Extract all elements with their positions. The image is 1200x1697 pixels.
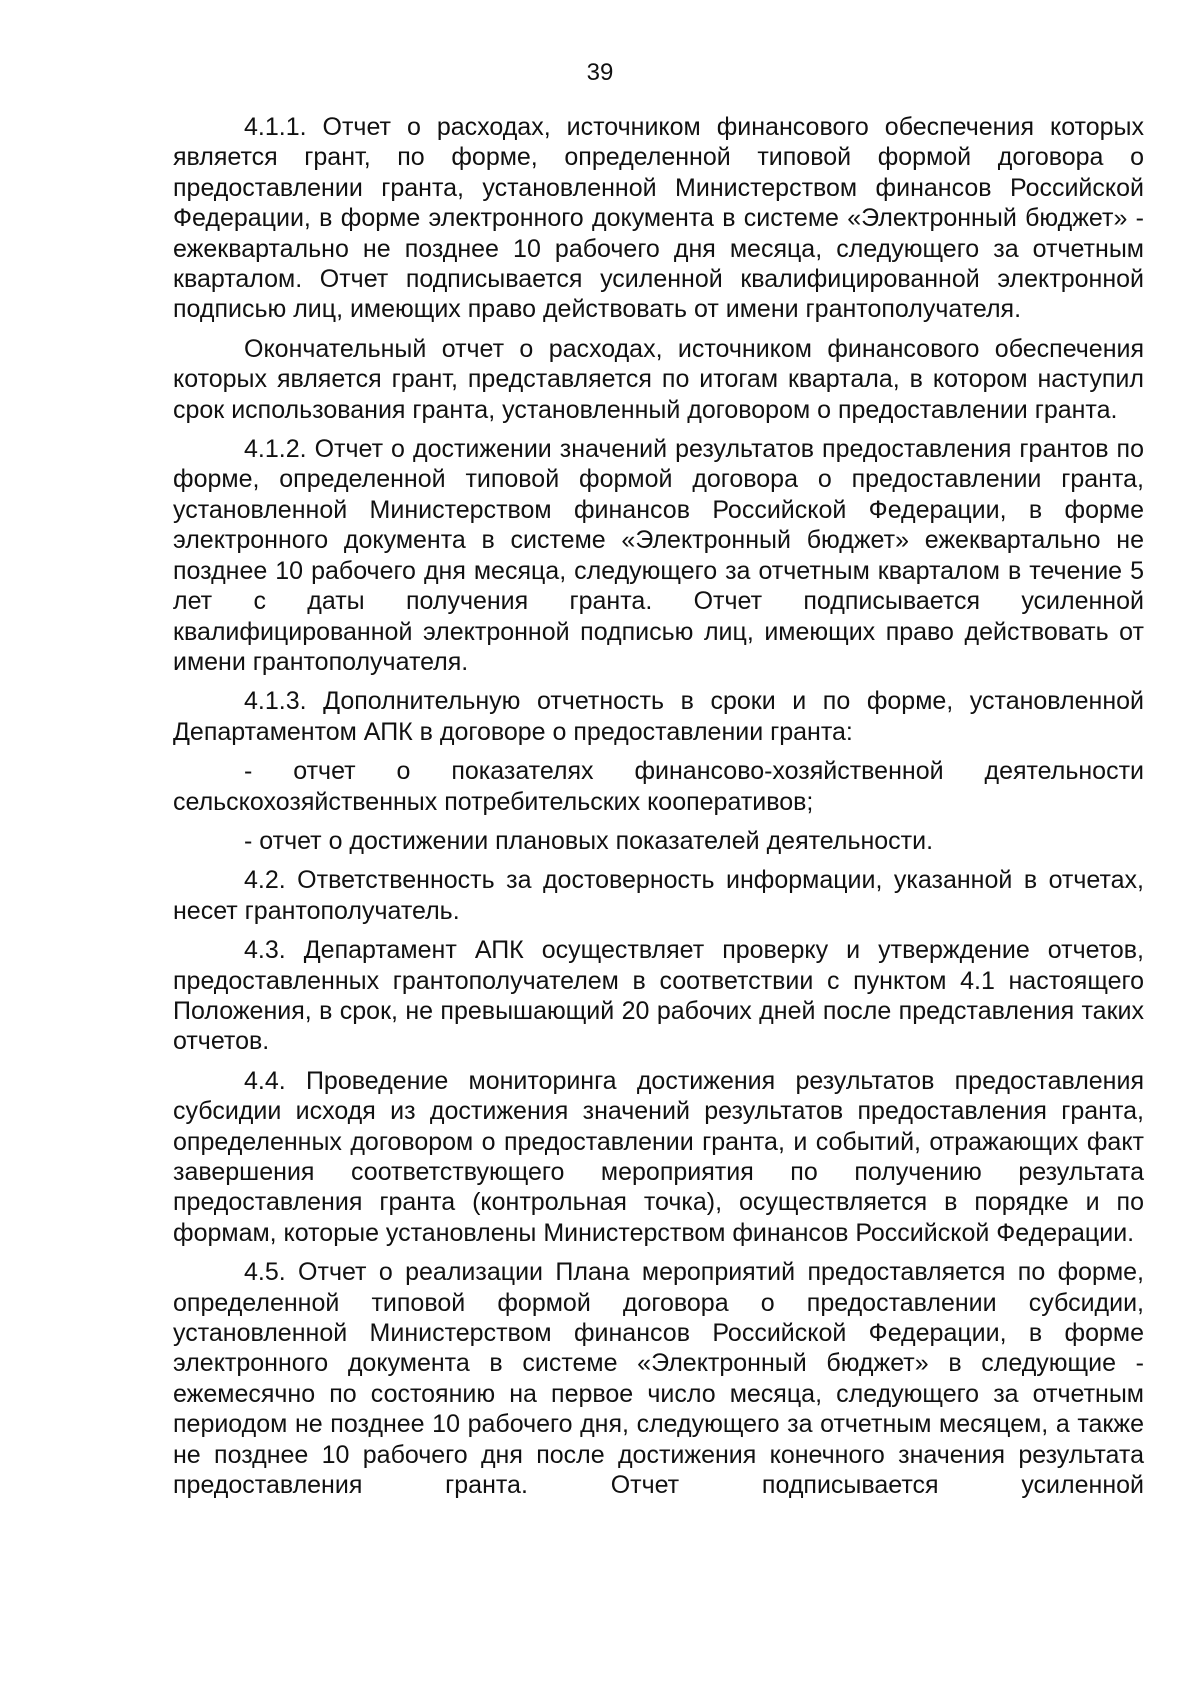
- paragraph-4-3: 4.3. Департамент АПК осуществляет проверку и утверждение отчетов, предоставленных грантополучателем в соответствии с пунктом 4.1 настоящего Положения, в срок, не превышающий 20 рабочих дней после представления таких отчетов.: [173, 936, 1144, 1056]
- paragraph-final-report: Окончательный отчет о расходах, источником финансового обеспечения которых является грант, представляется по итогам квартала, в котором наступил срок использования гранта, установленный договором о предоставлении гранта.: [173, 334, 1144, 424]
- document-body: [173, 112, 1144, 1500]
- paragraph-4-4: 4.4. Проведение мониторинга достижения результатов предоставления субсидии исходя из достижения значений результатов предоставления гранта, определенных договором о предоставлении гранта, и событий, отражающих факт завершения соответствующего мероприятия по получению результата предоставления гранта (контрольная точка), осуществляется в порядке и по формам, которые установлены Министерством финансов Российской Федерации.: [173, 1066, 1144, 1247]
- page-number: 39: [586, 59, 614, 86]
- paragraph-4-1-1: 4.1.1. Отчет о расходах, источником финансового обеспечения которых является грант, по форме, определенной типовой формой договора о предоставлении гранта, установленной Министерством финансов Российской Федерации, в форме электронного документа в системе «Электронный бюджет» - ежеквартально не позднее 10 рабочего дня месяца, следующего за отчетным кварталом. Отчет подписывается усиленной квалифицированной электронной подписью лиц, имеющих право действовать от имени грантополучателя.: [173, 113, 1144, 324]
- list-item-financial-report: - отчет о показателях финансово-хозяйственной деятельности сельскохозяйственных потребительских кооперативов;: [173, 757, 1144, 816]
- paragraph-4-1-2: 4.1.2. Отчет о достижении значений результатов предоставления грантов по форме, определенной типовой формой договора о предоставлении гранта, установленной Министерством финансов Российской Федерации, в форме электронного документа в системе «Электронный бюджет» ежеквартально не позднее 10 рабочего дня месяца, следующего за отчетным кварталом в течение 5 лет с даты получения гранта. Отчет подписывается усиленной квалифицированной электронной подписью лиц, имеющих право действовать от имени грантополучателя.: [173, 435, 1144, 676]
- paragraph-4-2: 4.2. Ответственность за достоверность информации, указанной в отчетах, несет грантополучатель.: [173, 866, 1144, 925]
- list-item-plan-report: - отчет о достижении плановых показателей деятельности.: [244, 826, 934, 855]
- paragraph-4-5: 4.5. Отчет о реализации Плана мероприятий предоставляется по форме, определенной типовой формой договора о предоставлении субсидии, установленной Министерством финансов Российской Федерации, в форме электронного документа в системе «Электронный бюджет» в следующие - ежемесячно по состоянию на первое число месяца, следующего за отчетным периодом не позднее 10 рабочего дня, следующего за отчетным месяцем, а также не позднее 10 рабочего дня после достижения конечного значения результата предоставления гранта. Отчет подписывается усиленной: [173, 1258, 1144, 1500]
- paragraph-4-1-3: 4.1.3. Дополнительную отчетность в сроки и по форме, установленной Департаментом АПК в договоре о предоставлении гранта:: [173, 687, 1144, 746]
